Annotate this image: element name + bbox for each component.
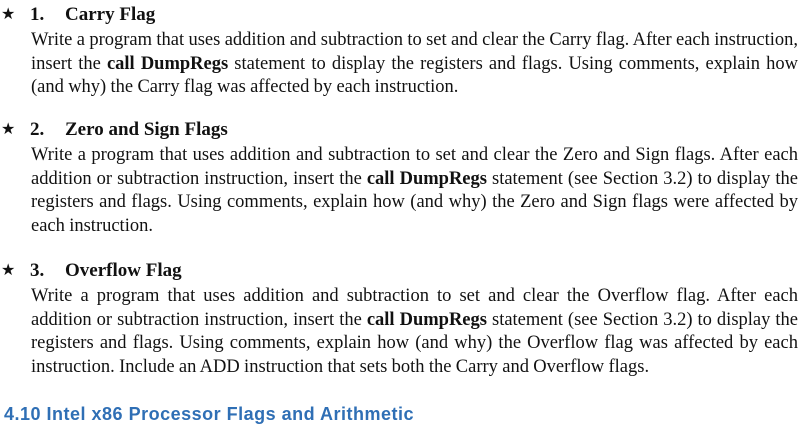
exercise-title: Carry Flag	[65, 4, 156, 25]
description-text: statement to display the registers and flags. Using comments, explain how (and why) the Carry flag was affected by each instruction.	[31, 53, 798, 97]
exercise-heading	[0, 118, 802, 142]
description-text: statement (see Section 3.2) to display the registers and flags. Using comments, explain how (and why) the Zero and Sign flags were affected by each instruction.	[31, 168, 798, 236]
exercise-number: 2.	[30, 119, 45, 140]
exercise-number: 1.	[30, 4, 45, 25]
exercise-number: 3.	[30, 260, 45, 281]
code-reference: call DumpRegs	[366, 168, 487, 189]
description-text: statement (see Section 3.2) to display the registers and flags. Using comments, explain how (and why) the Overflow flag was affected by each instruction. Include an ADD instruction that sets both the Carry and Overflow flags.	[31, 309, 798, 377]
star-icon: ★	[1, 6, 16, 23]
exercise-title: Zero and Sign Flags	[65, 119, 228, 140]
description-text: Write a program that uses addition and subtraction to set and clear the Overflow flag. After each addition or subtraction instruction, insert the	[31, 286, 798, 330]
exercise-overflow-flag	[0, 259, 802, 379]
star-icon: ★	[1, 121, 16, 138]
exercise-zero-sign-flags	[0, 118, 802, 238]
exercise-heading	[0, 259, 802, 283]
exercise-title: Overflow Flag	[65, 260, 182, 281]
code-reference: call DumpRegs	[106, 53, 229, 74]
exercise-description	[31, 144, 798, 238]
exercise-carry-flag	[0, 3, 802, 100]
exercise-description	[31, 285, 798, 379]
exercise-description	[31, 29, 798, 100]
next-section-heading-cut-off	[0, 404, 802, 424]
description-text: Write a program that uses addition and subtraction to set and clear the Zero and Sign flags. After each addition or subtraction instruction, insert the	[31, 145, 798, 189]
description-text: Write a program that uses addition and subtraction to set and clear the Carry flag. After each instruction, insert the	[31, 30, 798, 74]
next-section-heading-text: 4.10 Intel x86 Processor Flags and Arithmetic	[4, 404, 414, 424]
star-icon: ★	[1, 262, 16, 279]
exercise-heading	[0, 3, 802, 27]
code-reference: call DumpRegs	[366, 309, 487, 330]
